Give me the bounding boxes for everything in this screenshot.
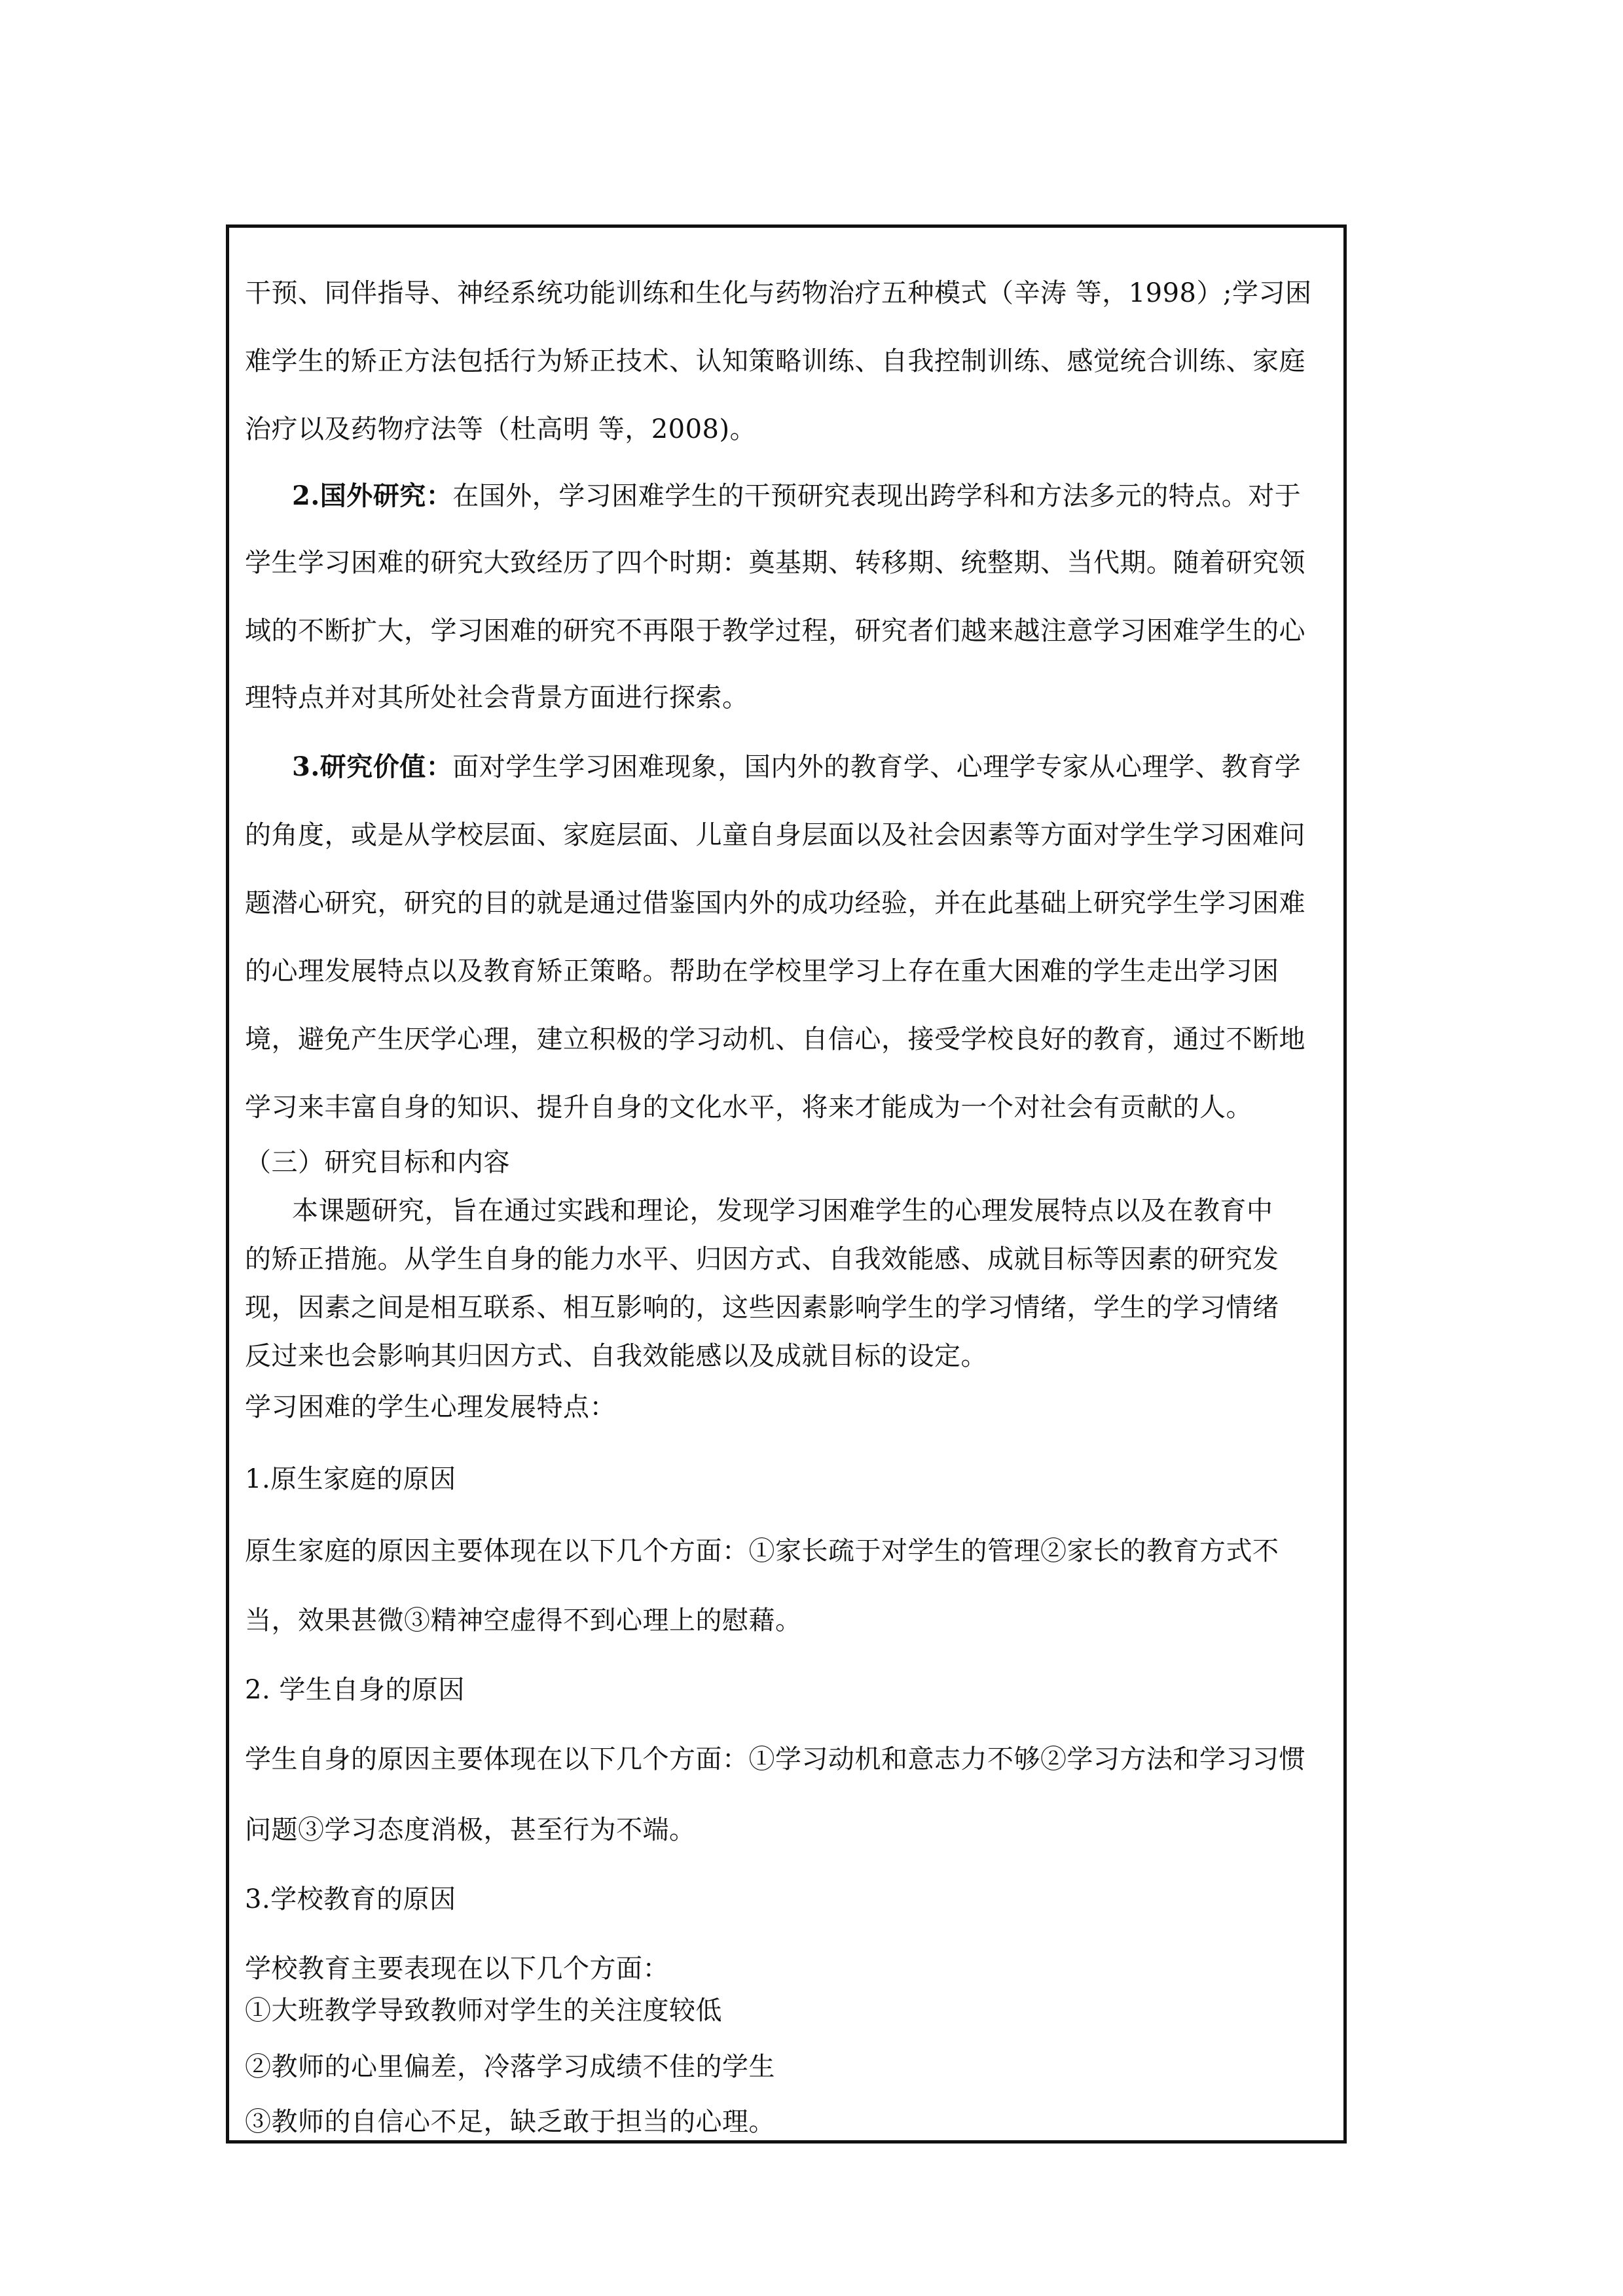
text-line: 难学生的矫正方法包括行为矫正技术、认知策略训练、自我控制训练、感觉统合训练、家庭 [245, 346, 1305, 376]
cause-heading: 3.学校教育的原因 [245, 1884, 456, 1914]
foreign-study-heading: 2.国外研究： [292, 480, 453, 511]
list-item: ②教师的心里偏差，冷落学习成绩不佳的学生 [245, 2052, 775, 2082]
text-line: 学习来丰富自身的知识、提升自身的文化水平，将来才能成为一个对社会有贡献的人。 [245, 1092, 1252, 1122]
text-line: 干预、同伴指导、神经系统功能训练和生化与药物治疗五种模式（辛涛 等，1998）;学习困 [245, 278, 1312, 308]
text-line: 境，避免产生厌学心理，建立积极的学习动机、自信心，接受学校良好的教育，通过不断地 [245, 1024, 1305, 1054]
text-line: 学校教育主要表现在以下几个方面： [245, 1954, 669, 1984]
foreign-study-paragraph-start [292, 475, 1392, 512]
cause-heading: 1.原生家庭的原因 [245, 1464, 456, 1494]
text-line: 治疗以及药物疗法等（杜高明 等，2008)。 [245, 414, 757, 444]
text-line: 的心理发展特点以及教育矫正策略。帮助在学校里学习上存在重大困难的学生走出学习困 [245, 956, 1279, 986]
research-value-heading: 3.研究价值： [292, 751, 453, 782]
text-line: 当，效果甚微③精神空虚得不到心理上的慰藉。 [245, 1605, 802, 1636]
text-line: 问题③学习态度消极，甚至行为不端。 [245, 1815, 696, 1845]
text-line: 学生学习困难的研究大致经历了四个时期：奠基期、转移期、统整期、当代期。随着研究领 [245, 548, 1305, 578]
text-line: 在国外，学习困难学生的干预研究表现出跨学科和方法多元的特点。对于 [452, 481, 1302, 511]
text-line: 题潜心研究，研究的目的就是通过借鉴国内外的成功经验，并在此基础上研究学生学习困难 [245, 888, 1305, 918]
text-line: 反过来也会影响其归因方式、自我效能感以及成就目标的设定。 [245, 1341, 987, 1371]
text-line: 现，因素之间是相互联系、相互影响的，这些因素影响学生的学习情绪，学生的学习情绪 [245, 1293, 1279, 1323]
text-line: 学生自身的原因主要体现在以下几个方面：①学习动机和意志力不够②学习方法和学习习惯 [245, 1744, 1305, 1774]
features-title: 学习困难的学生心理发展特点： [245, 1392, 616, 1422]
research-value-paragraph-start [292, 746, 1392, 783]
text-line: 本课题研究，旨在通过实践和理论，发现学习困难学生的心理发展特点以及在教育中 [292, 1196, 1273, 1226]
text-line: 域的不断扩大，学习困难的研究不再限于教学过程，研究者们越来越注意学习困难学生的心 [245, 616, 1305, 646]
list-item: ①大班教学导致教师对学生的关注度较低 [245, 1996, 722, 2026]
text-line: 的矫正措施。从学生自身的能力水平、归因方式、自我效能感、成就目标等因素的研究发 [245, 1244, 1279, 1274]
text-line: 理特点并对其所处社会背景方面进行探索。 [245, 683, 749, 713]
section-title: （三）研究目标和内容 [245, 1147, 510, 1177]
text-line: 原生家庭的原因主要体现在以下几个方面：①家长疏于对学生的管理②家长的教育方式不 [245, 1536, 1279, 1566]
list-item: ③教师的自信心不足，缺乏敢于担当的心理。 [245, 2107, 775, 2137]
text-line: 面对学生学习困难现象，国内外的教育学、心理学专家从心理学、教育学 [452, 752, 1302, 782]
text-line: 的角度，或是从学校层面、家庭层面、儿童自身层面以及社会因素等方面对学生学习困难问 [245, 820, 1305, 850]
cause-heading: 2. 学生自身的原因 [245, 1675, 465, 1705]
